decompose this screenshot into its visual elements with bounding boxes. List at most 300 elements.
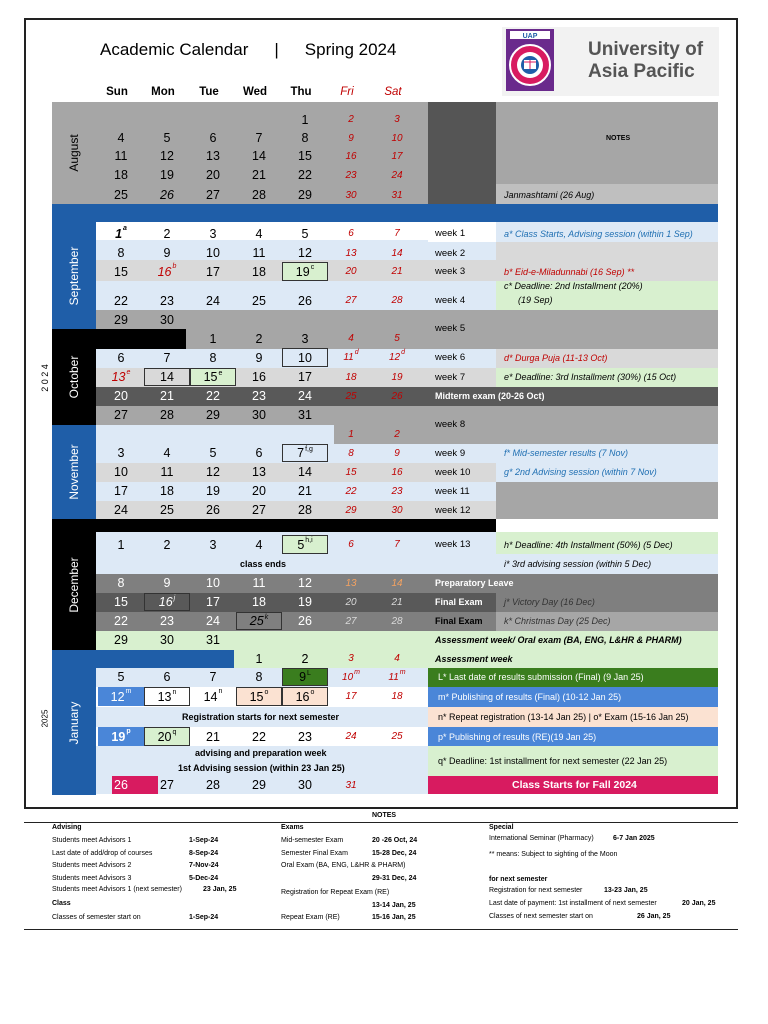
day-number: 6	[348, 539, 354, 550]
day-cell	[374, 147, 420, 165]
weekday-label: Fri	[340, 86, 354, 98]
day-cell	[98, 501, 144, 519]
day-cell	[190, 482, 236, 500]
calendar-cell-bg	[186, 310, 428, 330]
day-cell	[190, 166, 236, 184]
day-cell	[190, 776, 236, 794]
month-label-text: November	[67, 444, 81, 500]
day-footnote-mark: j	[173, 595, 176, 602]
day-cell	[98, 776, 144, 794]
day-number: 30	[160, 313, 174, 327]
calendar-cell-bg	[96, 650, 234, 668]
day-cell	[328, 444, 374, 462]
day-number: 24	[345, 731, 357, 742]
footer-special-date: 6-7 Jan 2025	[613, 835, 655, 842]
day-number: 18	[345, 371, 357, 383]
day-cell	[98, 593, 144, 611]
week-label: week 4	[435, 295, 466, 306]
day-cell	[144, 687, 190, 706]
title-separator: |	[274, 40, 279, 59]
day-cell	[282, 668, 328, 686]
day-number: 5	[117, 670, 125, 684]
title-text: Academic Calendar	[100, 40, 249, 59]
day-cell	[328, 535, 374, 554]
day-number: 3	[301, 331, 309, 346]
calendar-cell-bg	[496, 329, 718, 349]
day-cell	[236, 650, 282, 667]
day-number: 19	[298, 595, 312, 609]
day-footnote-mark: m	[125, 688, 132, 695]
footer-exam-date: 15-28 Dec, 24	[372, 850, 417, 857]
day-cell	[98, 224, 144, 243]
day-number: 27	[160, 778, 174, 792]
day-cell	[190, 348, 236, 367]
university-name: University of Asia Pacific	[588, 39, 704, 82]
event-note: Janmashtami (26 Aug)	[504, 190, 595, 200]
day-number: 29	[298, 188, 312, 202]
day-cell	[328, 593, 374, 611]
event-note: n* Repeat registration (13-14 Jan 25) | o* Exam (15-16 Jan 25)	[438, 711, 689, 722]
day-cell	[236, 129, 282, 147]
day-cell	[144, 186, 190, 204]
footer-class-heading: Class	[52, 900, 71, 907]
day-cell	[98, 311, 144, 329]
day-number: 8	[255, 670, 263, 684]
day-number: 1	[301, 112, 309, 127]
day-cell	[190, 368, 236, 386]
event-note: i* 3rd advising session (within 5 Dec)	[504, 558, 652, 569]
day-footnote-mark: q	[172, 729, 177, 736]
day-footnote-mark: m	[399, 669, 406, 676]
day-number: 17	[298, 370, 312, 384]
day-cell	[144, 224, 190, 243]
month-label-text: October	[67, 355, 81, 399]
month-label-text: August	[67, 134, 81, 172]
day-number: 25	[391, 731, 403, 742]
calendar-cell-bg	[96, 519, 496, 532]
day-cell	[328, 727, 374, 746]
day-number: 13	[252, 465, 266, 479]
day-cell	[328, 262, 374, 281]
day-number: 14	[160, 370, 174, 384]
day-number: 18	[160, 484, 174, 498]
day-number: 11	[388, 671, 399, 683]
day-number: 21	[391, 266, 403, 277]
day-number: 3	[348, 653, 354, 664]
day-number: 14	[203, 689, 218, 704]
day-cell	[374, 501, 420, 519]
day-cell	[190, 387, 236, 405]
week-label: week 5	[435, 322, 466, 334]
weekday-label: Thu	[290, 86, 312, 98]
day-number: 28	[391, 295, 403, 306]
week-label: week 6	[435, 352, 466, 363]
day-number: 26	[298, 293, 312, 308]
day-number: 8	[301, 131, 309, 145]
day-cell	[144, 311, 190, 329]
day-number: 2	[163, 226, 171, 241]
weekday-label: Mon	[151, 86, 175, 98]
day-cell	[190, 406, 236, 424]
week-label: week 3	[435, 266, 466, 277]
day-cell	[374, 129, 420, 147]
day-number: 3	[209, 226, 217, 241]
day-number: 7	[255, 131, 263, 145]
day-cell	[190, 727, 236, 746]
day-number: 15	[114, 595, 128, 609]
day-number: 16	[157, 264, 172, 279]
day-cell	[282, 348, 328, 367]
day-cell	[374, 650, 420, 667]
day-cell	[374, 612, 420, 630]
day-cell	[328, 330, 374, 347]
day-number: 7	[394, 228, 400, 239]
day-cell	[374, 186, 420, 204]
footer-next-date: 13-23 Jan, 25	[604, 887, 648, 894]
footer-class-item: Classes of semester start on	[52, 914, 141, 921]
day-number: 21	[298, 484, 312, 498]
day-footnote-mark: d	[354, 349, 359, 356]
day-cell	[144, 501, 190, 519]
day-cell	[282, 224, 328, 243]
footer-title: NOTES	[371, 812, 397, 819]
day-number: 3	[209, 537, 217, 552]
day-number: 4	[163, 446, 171, 460]
day-number: 17	[345, 691, 357, 702]
day-cell	[282, 574, 328, 592]
calendar-label: Final Exam	[435, 616, 483, 626]
day-cell	[190, 631, 236, 649]
day-number: 27	[345, 615, 357, 627]
day-footnote-mark: c	[310, 264, 315, 271]
footer-exam-item: Oral Exam (BA, ENG, L&HR & PHARM)	[281, 862, 406, 869]
weekday-label: Tue	[199, 86, 219, 98]
day-cell	[328, 650, 374, 667]
day-number: 22	[345, 485, 357, 497]
day-number: 29	[345, 504, 357, 516]
year-label-2025: 2025	[40, 709, 50, 728]
month-label-january	[52, 650, 96, 795]
day-cell	[144, 776, 190, 794]
day-cell	[190, 612, 236, 630]
day-number: 25	[160, 503, 174, 517]
day-number: 10	[206, 246, 220, 260]
day-number: 23	[391, 485, 403, 497]
day-cell	[374, 291, 420, 310]
day-cell	[190, 291, 236, 310]
day-cell	[236, 368, 282, 386]
footer-advising-item: Students meet Advisors 1 (next semester)	[52, 886, 182, 893]
day-number: 30	[160, 633, 174, 647]
event-note: e* Deadline: 3rd Installment (30%) (15 Oct)	[504, 372, 677, 382]
day-cell	[98, 463, 144, 481]
day-cell	[328, 463, 374, 481]
day-number: 24	[298, 389, 312, 403]
day-cell	[374, 111, 420, 128]
day-number: 30	[252, 408, 266, 422]
day-number: 28	[160, 408, 174, 422]
day-footnote-mark: n	[172, 689, 177, 696]
day-cell	[374, 368, 420, 386]
footer-next-item: Registration for next semester	[489, 887, 583, 894]
year-label-2024: 2 0 2 4	[40, 364, 50, 392]
day-cell	[190, 463, 236, 481]
day-number: 19	[111, 729, 126, 744]
footer-exam-item: Registration for Repeat Exam (RE)	[281, 889, 390, 896]
day-cell	[236, 166, 282, 184]
footer-special-heading: Special	[489, 824, 514, 831]
day-number: 24	[206, 293, 220, 308]
calendar-label: Midterm exam (20-26 Oct)	[435, 391, 545, 401]
day-number: 11	[252, 246, 266, 260]
day-cell	[328, 244, 374, 262]
day-cell	[282, 776, 328, 794]
event-note: c* Deadline: 2nd Installment (20%)	[504, 280, 643, 291]
day-number: 5	[301, 226, 309, 241]
day-cell	[236, 535, 282, 554]
day-cell	[98, 291, 144, 310]
day-number: 8	[117, 246, 125, 260]
day-number: 14	[252, 149, 266, 163]
day-number: 20	[157, 729, 172, 744]
event-note: q* Deadline: 1st installment for next semester (22 Jan 25)	[438, 755, 668, 766]
month-label-text: January	[67, 701, 81, 744]
day-footnote-mark: o	[264, 689, 269, 696]
day-cell	[328, 186, 374, 204]
day-cell	[282, 387, 328, 405]
calendar-cell-bg	[96, 329, 186, 349]
month-label-october	[52, 329, 96, 425]
day-cell	[282, 129, 328, 147]
day-number: 18	[252, 264, 266, 279]
day-cell	[328, 687, 374, 706]
day-number: 14	[391, 577, 403, 589]
day-cell	[98, 147, 144, 165]
seal-uap-text: UAP	[522, 33, 538, 40]
day-number: 1	[117, 537, 125, 552]
footer-advising-item: Students meet Advisors 2	[52, 862, 132, 869]
calendar-label: Class Starts for Fall 2024	[512, 779, 637, 791]
day-cell	[282, 262, 328, 281]
day-cell	[328, 166, 374, 184]
day-cell	[328, 501, 374, 519]
day-cell	[282, 501, 328, 519]
day-cell	[328, 776, 374, 794]
day-number: 27	[252, 503, 266, 517]
footer-rule	[24, 929, 738, 930]
footer-special-item: ** means: Subject to sighting of the Moon	[489, 851, 618, 858]
day-number: 29	[114, 633, 128, 647]
day-number: 28	[206, 778, 220, 792]
day-cell	[282, 291, 328, 310]
day-cell	[328, 574, 374, 592]
day-number: 28	[252, 188, 266, 202]
day-cell	[144, 482, 190, 500]
day-cell	[144, 348, 190, 367]
day-number: 16	[391, 466, 403, 478]
day-cell	[282, 330, 328, 347]
event-note: p* Publishing of results (RE)(19 Jan 25)	[438, 731, 597, 742]
day-number: 27	[345, 295, 357, 306]
day-number: 12	[388, 352, 401, 363]
calendar-cell-bg	[496, 242, 718, 260]
day-number: 9	[163, 576, 171, 590]
day-cell	[236, 330, 282, 347]
day-cell	[374, 244, 420, 262]
day-cell	[98, 444, 144, 462]
month-label-text: December	[67, 556, 81, 613]
day-cell	[328, 426, 374, 443]
day-number: 4	[117, 131, 125, 145]
day-number: 17	[391, 150, 403, 162]
day-cell	[236, 776, 282, 794]
day-cell	[98, 387, 144, 405]
day-number: 23	[160, 293, 174, 308]
footer-advising-heading: Advising	[52, 824, 82, 831]
day-number: 15	[114, 264, 128, 279]
event-note: b* Eid-e-Miladunnabi (16 Sep) **	[504, 266, 635, 277]
day-number: 2	[348, 114, 354, 125]
day-cell	[236, 262, 282, 281]
day-cell	[190, 593, 236, 611]
day-cell	[190, 501, 236, 519]
day-cell	[374, 262, 420, 281]
day-cell	[374, 535, 420, 554]
day-cell	[98, 687, 144, 706]
footer-exam-date: 15-16 Jan, 25	[372, 914, 416, 921]
day-number: 25	[249, 614, 264, 628]
footer-exams-heading: Exams	[281, 824, 304, 831]
day-number: 5	[163, 131, 171, 145]
event-note: m* Publishing of results (Final) (10-12 Jan 25)	[438, 691, 622, 702]
day-number: 24	[114, 503, 128, 517]
day-cell	[374, 330, 420, 347]
week-label: week 13	[435, 539, 471, 550]
day-number: 9	[348, 132, 354, 144]
day-cell	[282, 463, 328, 481]
day-number: 9	[255, 350, 263, 365]
day-cell	[236, 687, 282, 706]
footer-advising-date: 5-Dec-24	[189, 875, 219, 882]
day-number: 31	[345, 779, 357, 791]
day-number: 26	[298, 614, 312, 628]
event-note: d* Durga Puja (11-13 Oct)	[504, 352, 608, 363]
day-cell	[282, 244, 328, 262]
calendar-cell-bg	[428, 102, 496, 204]
footer-next-item: Classes of next semester start on	[489, 913, 593, 920]
event-note: f* Mid-semester results (7 Nov)	[504, 448, 629, 458]
day-cell	[98, 166, 144, 184]
day-number: 6	[348, 228, 354, 239]
day-cell	[328, 291, 374, 310]
day-cell	[374, 593, 420, 611]
day-number: 10	[391, 132, 403, 144]
day-number: 9	[394, 447, 400, 459]
day-number: 15	[249, 689, 264, 704]
day-cell	[236, 463, 282, 481]
day-number: 2	[255, 331, 263, 346]
day-number: 26	[114, 778, 128, 792]
calendar-cell-bg	[52, 204, 718, 222]
day-cell	[190, 244, 236, 262]
day-cell	[144, 291, 190, 310]
day-number: 15	[345, 466, 357, 478]
day-cell	[144, 668, 190, 686]
day-cell	[144, 444, 190, 462]
calendar-label: Registration starts for next semester	[182, 711, 340, 722]
footer-class-date: 1-Sep-24	[189, 914, 219, 921]
day-number: 20	[345, 266, 357, 277]
day-cell	[374, 387, 420, 405]
weekday-header	[0, 86, 768, 100]
day-cell	[190, 444, 236, 462]
day-number: 16	[295, 689, 310, 704]
day-footnote-mark: e	[218, 370, 223, 377]
day-cell	[144, 244, 190, 262]
day-number: 20	[114, 389, 128, 403]
day-number: 4	[348, 333, 354, 344]
day-number: 31	[391, 189, 403, 201]
day-cell	[98, 535, 144, 554]
event-note: NOTES	[606, 134, 631, 142]
day-cell	[328, 387, 374, 405]
day-cell	[190, 262, 236, 281]
day-number: 24	[206, 614, 220, 628]
day-footnote-mark: m	[354, 669, 360, 676]
day-number: 18	[391, 691, 403, 702]
day-cell	[190, 668, 236, 686]
day-number: 12	[160, 149, 174, 163]
calendar-label: Final Exam	[435, 597, 483, 607]
day-number: 4	[394, 653, 400, 664]
day-number: 21	[206, 729, 220, 744]
weekday-label: Wed	[242, 86, 268, 98]
day-number: 14	[298, 465, 312, 479]
day-number: 26	[160, 188, 174, 202]
day-cell	[328, 368, 374, 386]
week-label: week 12	[435, 504, 471, 516]
day-number: 23	[160, 614, 174, 628]
event-note: g* 2nd Advising session (within 7 Nov)	[504, 467, 657, 477]
day-number: 19	[206, 484, 220, 498]
day-number: 13	[111, 370, 126, 384]
day-number: 10	[298, 350, 312, 365]
day-number: 24	[391, 169, 403, 181]
day-cell	[144, 368, 190, 386]
footer-advising-date: 23 Jan, 25	[203, 886, 237, 893]
day-cell	[236, 727, 282, 746]
footer-next-item: Last date of payment: 1st installment of next semester	[489, 900, 657, 907]
day-number: 20	[252, 484, 266, 498]
day-number: 7	[394, 539, 400, 550]
day-number: 11	[114, 149, 128, 163]
day-number: 1	[348, 429, 354, 440]
day-cell	[282, 593, 328, 611]
day-footnote-mark: n	[218, 688, 223, 695]
calendar-cell-bg	[496, 482, 718, 519]
day-number: 19	[295, 264, 310, 279]
month-label-september	[52, 222, 96, 330]
footer-special-item: International Seminar (Pharmacy)	[489, 835, 594, 842]
day-number: 21	[160, 389, 174, 403]
day-cell	[98, 631, 144, 649]
day-cell	[144, 631, 190, 649]
day-cell	[374, 426, 420, 443]
day-cell	[98, 727, 144, 746]
day-footnote-mark: d	[401, 349, 406, 356]
day-footnote-mark: p	[126, 728, 131, 735]
day-number: 20	[345, 596, 357, 608]
